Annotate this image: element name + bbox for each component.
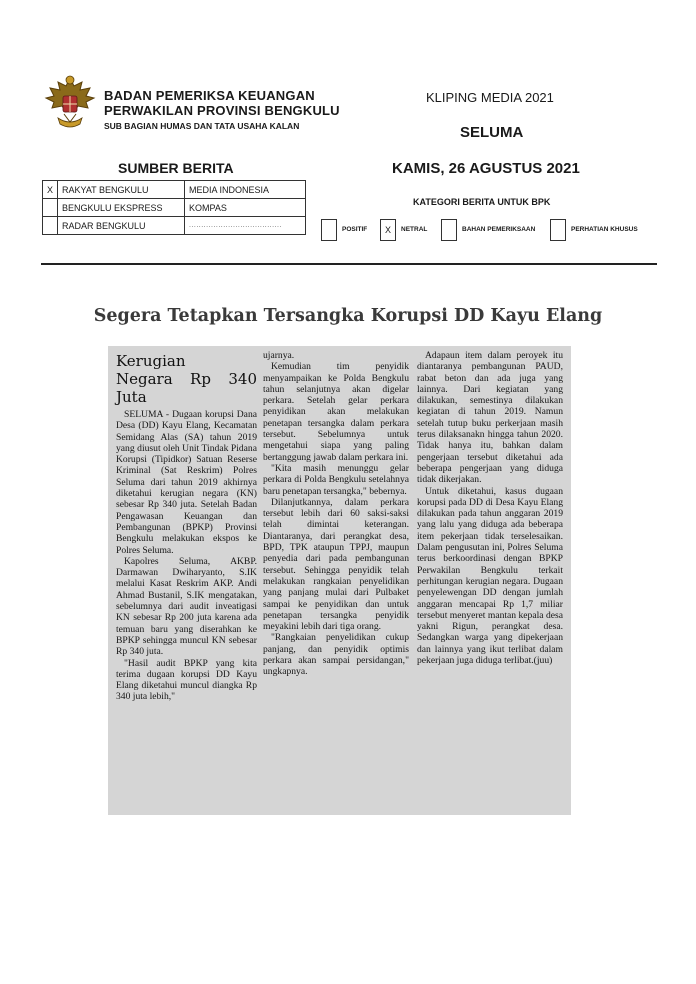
article-kicker [116,352,257,406]
article-paragraph: Kemudian tim penyidik menyampaikan ke Polda Bengkulu tahun selanjutnya akan digelar perkara. Setelah gelar perkara penyidikan akan melakukan penetapan tersangka dalam perkara tersebut. Sebelumnya untuk mengetahui siapa yang paling bertanggung jawab dalam perkara ini. [263,361,409,463]
org-name-line2: PERWAKILAN PROVINSI BENGKULU [104,103,340,118]
source-row [43,181,306,199]
source-mark [43,217,58,235]
category-checkbox-netral: X [380,219,396,241]
source-name: RADAR BENGKULU [58,217,185,235]
article-paragraph: "Rangkaian penyelidikan cukup panjang, dan penyidik optimis perkara akan sampai persidangan," ungkapnya. [263,632,409,678]
header-divider [41,263,657,265]
article-paragraph: SELUMA - Dugaan korupsi Dana Desa (DD) Kayu Elang, Kecamatan Semidang Alas (SA) tahun 2019 yang diusut oleh Unit Tindak Pidana Korupsi (Tipidkor) Satuan Reserse Kriminal (Sat Reskrim) Polres Seluma dari tahun 2019 akhirnya diketahui kerugian negara (KN) sebesar Rp 340 juta. Setelah Badan Pengawasan Keuangan dan Pembangunan (BPKP) Provinsi Bengkulu melakukan ekspos ke Polres Seluma. [116,409,257,556]
source-name: BENGKULU EKSPRESS [58,199,185,217]
category-checkbox-bahan-pemeriksaan [441,219,457,241]
source-name: KOMPAS [185,199,306,217]
source-mark: X [43,181,58,199]
category-checkbox-perhatian-khusus [550,219,566,241]
article-paragraph: "Hasil audit BPKP yang kita terima dugaan korupsi DD Kayu Elang diketahui muncul diangka Rp 340 juta lebih," [116,657,257,703]
category-label-bahan-pemeriksaan: BAHAN PEMERIKSAAN [462,226,536,233]
org-name-line1: BADAN PEMERIKSA KEUANGAN [104,88,315,103]
region-label: SELUMA [460,124,524,141]
source-name: MEDIA INDONESIA [185,181,306,199]
source-row [43,199,306,217]
org-name-line3: SUB BAGIAN HUMAS DAN TATA USAHA KALAN [104,121,300,131]
article-paragraph: Dilanjutkannya, dalam perkara tersebut lebih dari 60 saksi-saksi telah dimintai keterangan. Diantaranya, dari perangkat desa, BPD, TPK ataupun TPPJ, maupun penyedia dari pada pembangunan tersebut. Sehingga penyidik telah melakukan rangkaian penyelidikan yang panjang mulai dari Pulbaket sampai ke penyidikan dan untuk penetapan tersangka penyidik meyakini lebih dari tiga orang. [263,496,409,633]
sources-table [42,180,306,235]
article-headline: Segera Tetapkan Tersangka Korupsi DD Kayu Elang [93,306,603,326]
article-column-3 [417,350,563,666]
date-label: KAMIS, 26 AGUSTUS 2021 [392,160,580,177]
article-paragraph: "Kita masih menunggu gelar perkara di Polda Bengkulu setelahnya baru penetapan tersangka," bebernya. [263,462,409,497]
article-paragraph: Untuk diketahui, kasus dugaan korupsi pada DD di Desa Kayu Elang dilakukan pada tahun anggaran 2019 yang lalu yang diduga ada beberapa item pekerjaan tidak terselesaikan. Dalam pengusutan ini, Polres Seluma terus berkoordinasi dengan BPKP Perwakilan Bengkulu terkait perhitungan kerugian negara. Dugaan penyelewengan DD dengan jumlah anggaran mencapai Rp 1,7 miliar tersebut menyeret mantan kepala desa yakni Rigun, perangkat desa. Sedangkan warga yang dipekerjaan dan lainnya yang ikut terlibat dalam pekerjaan juga diduga terlibat.(juu) [417,485,563,667]
source-name: RAKYAT BENGKULU [58,181,185,199]
kliping-label: KLIPING MEDIA 2021 [426,90,554,105]
source-row [43,217,306,235]
category-label-positif: POSITIF [342,226,368,233]
article-paragraph: ujarnya. [263,350,295,361]
sources-title: SUMBER BERITA [118,160,234,176]
kicker-line2: Negara Rp 340 Juta [116,370,257,406]
source-blank-line: ...................................... [185,217,306,235]
category-title: KATEGORI BERITA UNTUK BPK [413,197,551,207]
category-label-perhatian-khusus: PERHATIAN KHUSUS [571,226,638,233]
article-paragraph: Adapaun item dalam peroyek itu diantaranya pembangunan PAUD, rabat beton dan ada juga yang lainnya. Dari kegiatan yang dilakukan, semestinya dilakukan kegiatan di tahun 2019. Namun setelah tutup buku perkerjaan masih terus dilaksanakn hingga tahun 2020. Tidak hanya itu, bahkan dalam pengerjaan tersebut diketahui ada beberapa pengerjaan yang diduga tidak dikerjakan. [417,350,563,486]
garuda-emblem-icon [44,72,96,138]
category-checkbox-positif [321,219,337,241]
article-column-2 [263,350,409,678]
kicker-line1: Kerugian [116,352,186,370]
source-mark [43,199,58,217]
article-paragraph: Kapolres Seluma, AKBP. Darmawan Dwiharyanto, S.IK melalui Kasat Reskrim AKP. Andi Ahmad Bustanil, S.IK mengatakan, sebelumnya dari audit inveatigasi KN sebesar Rp 200 juta karena ada temuan baru yang diserahkan ke BPKP sehingga muncul KN sebesar Rp 340 juta. [116,555,257,658]
newspaper-clipping [108,346,571,815]
category-label-netral: NETRAL [401,226,428,233]
article-column-1 [116,346,257,703]
